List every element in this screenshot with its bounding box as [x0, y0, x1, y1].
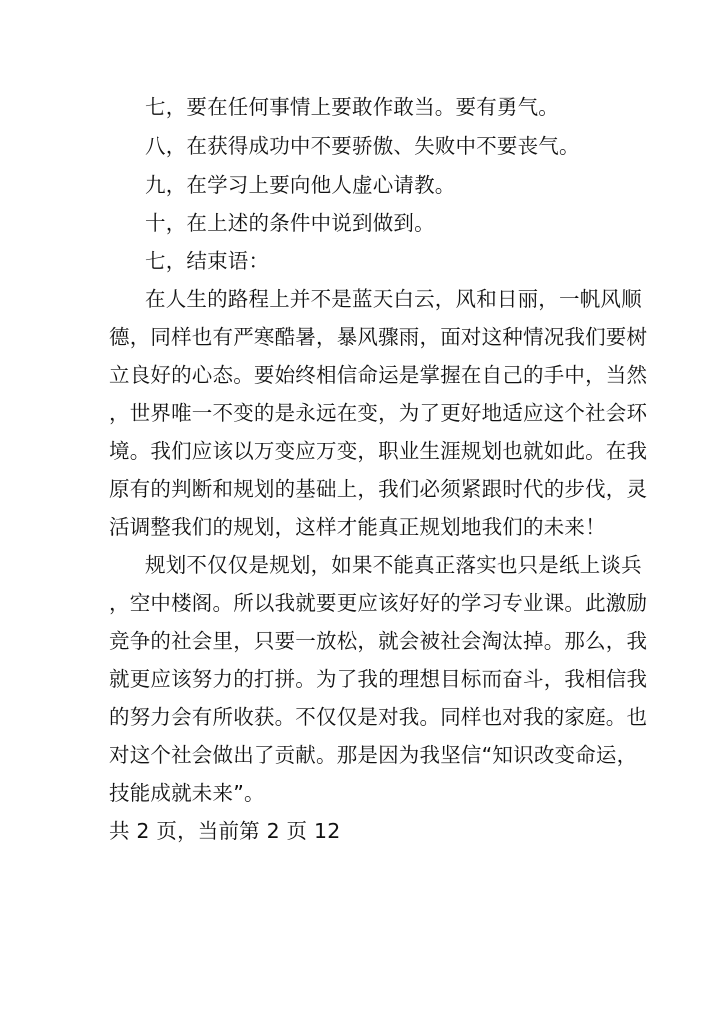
paragraph-line: 原有的判断和规划的基础上，我们必须紧跟时代的步伐，灵: [109, 477, 648, 501]
list-item: 十，在上述的条件中说到做到。: [145, 211, 435, 235]
paragraph-line: 活调整我们的规划，这样才能真正规划地我们的未来！: [109, 515, 606, 539]
list-item: 七，要在任何事情上要敢作敢当。要有勇气。: [145, 95, 559, 119]
section-heading: 七，结束语：: [145, 249, 270, 273]
paragraph-line: ，世界唯一不变的是永远在变，为了更好地适应这个社会环: [109, 401, 648, 425]
paragraph-line: 竞争的社会里，只要一放松，就会被社会淘汰掉。那么，我: [109, 629, 648, 653]
paragraph-line: 技能成就未来”。: [109, 781, 265, 805]
paragraph-line: 就更应该努力的打拼。为了我的理想目标而奋斗，我相信我: [109, 667, 648, 691]
page-footer: 共 2 页，当前第 2 页 12: [109, 819, 341, 843]
paragraph-line: 境。我们应该以万变应万变，职业生涯规划也就如此。在我: [109, 439, 648, 463]
paragraph-line: 德，同样也有严寒酷暑，暴风骤雨，面对这种情况我们要树: [109, 325, 648, 349]
paragraph-line: ，空中楼阁。所以我就要更应该好好的学习专业课。此激励: [109, 591, 648, 615]
paragraph-line: 规划不仅仅是规划，如果不能真正落实也只是纸上谈兵: [145, 553, 642, 577]
paragraph-line: 的努力会有所收获。不仅仅是对我。同样也对我的家庭。也: [109, 705, 648, 729]
paragraph-line: 对这个社会做出了贡献。那是因为我坚信“知识改变命运，: [109, 743, 638, 767]
list-item: 九，在学习上要向他人虚心请教。: [145, 173, 456, 197]
paragraph-line: 在人生的路程上并不是蓝天白云，风和日丽，一帆风顺: [145, 287, 642, 311]
paragraph-line: 立良好的心态。要始终相信命运是掌握在自己的手中，当然: [109, 363, 648, 387]
list-item: 八，在获得成功中不要骄傲、失败中不要丧气。: [145, 134, 580, 158]
